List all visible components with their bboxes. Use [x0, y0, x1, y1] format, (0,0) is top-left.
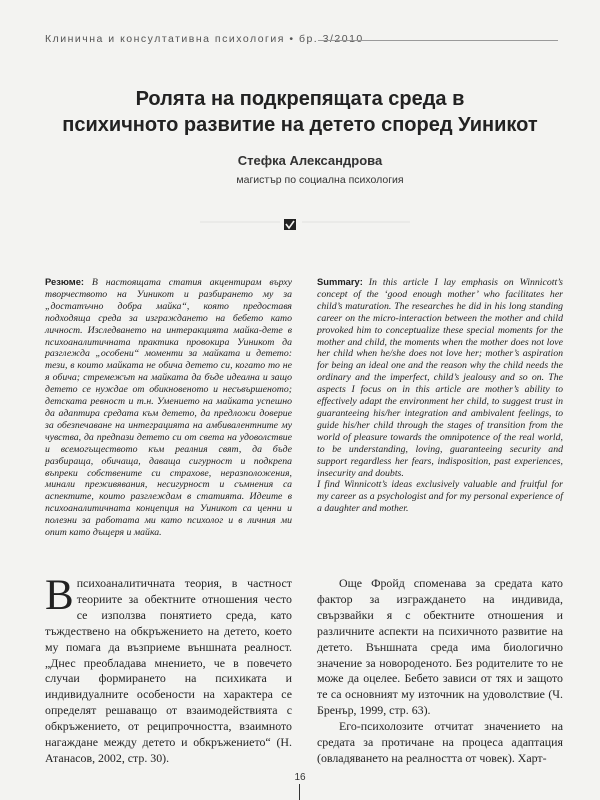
body-left-text: психоаналитичната теория, в частност теориите за обектните отношения често се използва понятието среда, като тъждествено на обкръжението на детето, което му помага да възприеме външната реалност. „Днес преобладава мнението, че в повечето случаи формирането на психиката и индивидуалните особености на характера се определят решаващо от взаимодействията с обкръжението, от реципрочността, взаимното нагаждане между детето и обкръжението“ (Н. Атанасов, 2002, стр. 30).: [45, 576, 292, 765]
body-paragraph-1: Още Фройд споменава за средата като фактор за изграждането на индивида, свързвайки я с обектните отношения и различните аспекти на психичното развитие на детето. Външната среда има биологично значение за новороденото. Без родителите то не може да оцелее. Бебето зависи от тях и защото те са основният му източник на удоволствие (Ч. Бренър, 1999, стр. 63).: [317, 576, 563, 718]
abstract-label-en: Summary:: [317, 276, 363, 287]
abstract-bg-body: В настоящата статия акцентирам върху творчеството на Уиникот и разбирането му за „достатъчно добра майка“, която предоставя подходяща среда за изграждането на бебето като личност. Изследването на интеракцията майка-дете в психоаналитичната практика провокира Уиникот да разглежда „особени“ моменти за майката и детето: тези, в които майката не обича детето си, когато то не я обича; стремежът на майката да бъде идеална и защо детето се нуждае от обикновеното и несъвършеното; детската ревност и т.н. Умението на майката успешно да адаптира средата към детето, да предложи доверие за обезпечаване на интеграцията на амбивалентните му чувства, да предпази детето си от света на удоволствие и всемогъществото към реалния свят, да бъде разбираща, обичаща, даваща сигурност и подкрепа въпреки собствените си страхове, неразположения, минали преживявания, несигурност и съмнения са аспектите, които разглеждам в статията. Идеите в психоаналитичната концепция на Уиникот са ценни и полезни за работата ми като психолог и в личния ми опит като дъщеря и майка.: [45, 277, 292, 539]
abstract-english-text-2: I find Winnicott’s ideas exclusively valuable and fruitful for my career as a psychologist and for my personal experience of a daughter and mother.: [317, 479, 563, 515]
body-paragraph: [45, 572, 292, 767]
abstract-en-body: In this article I lay emphasis on Winnicott’s concept of the ‘good enough mother’ who facilitates her child’s maturation. The researches he did in his long standing career on the micro-interaction between the mother and child provoked him to conceptualize these special moments for the mother and child, the moments when the mother does not love her child when he/she does not love her; mother’s aspiration for being an ideal one and the reason why the child needs the ordinary and the imperfect, child’s jealousy and so on. The aspects I focus on in this article are mother’s ability to effectively adapt the environment her child, to suggest trust in guaranteeing his/her integration and ambivalent feelings, to guide his/her child through the stages of transition from the world of pleasure towards the omnipotence of the real world, to be understanding, loving, guaranteeing security and support regardless her fears, indisposition, past experiences, insecurity and doubts.: [317, 277, 563, 479]
journal-header: Клинична и консултативна психология • бр. 3/2010: [45, 33, 364, 45]
drop-cap: В: [45, 572, 74, 619]
page-number: 16: [294, 772, 306, 783]
abstract-english: [317, 276, 563, 515]
title-line-1: Ролята на подкрепящата среда в: [135, 88, 465, 110]
body-paragraph-2: Его-психолозите отчитат значението на средата за протичане на процеса адаптация (овладяването на реалността от човек). Харт-: [317, 719, 563, 765]
body-column-left: [45, 572, 292, 767]
abstract-label-bg: Резюме:: [45, 276, 85, 287]
body-column-right: [317, 576, 563, 767]
checkmark-icon: [284, 219, 296, 230]
page-rule: [299, 784, 300, 800]
section-ornament: [200, 218, 410, 232]
abstract-english-text: [317, 276, 563, 479]
author-name: Стефка Александрова: [237, 153, 383, 168]
title-line-2: психичното развитие на детето според Уиникот: [62, 114, 538, 136]
article-title: [0, 86, 600, 138]
header-rule: [318, 40, 558, 41]
abstract-bulgarian: [45, 276, 292, 539]
author-affiliation: магистър по социална психология: [236, 174, 404, 186]
abstract-bulgarian-text: [45, 276, 292, 539]
